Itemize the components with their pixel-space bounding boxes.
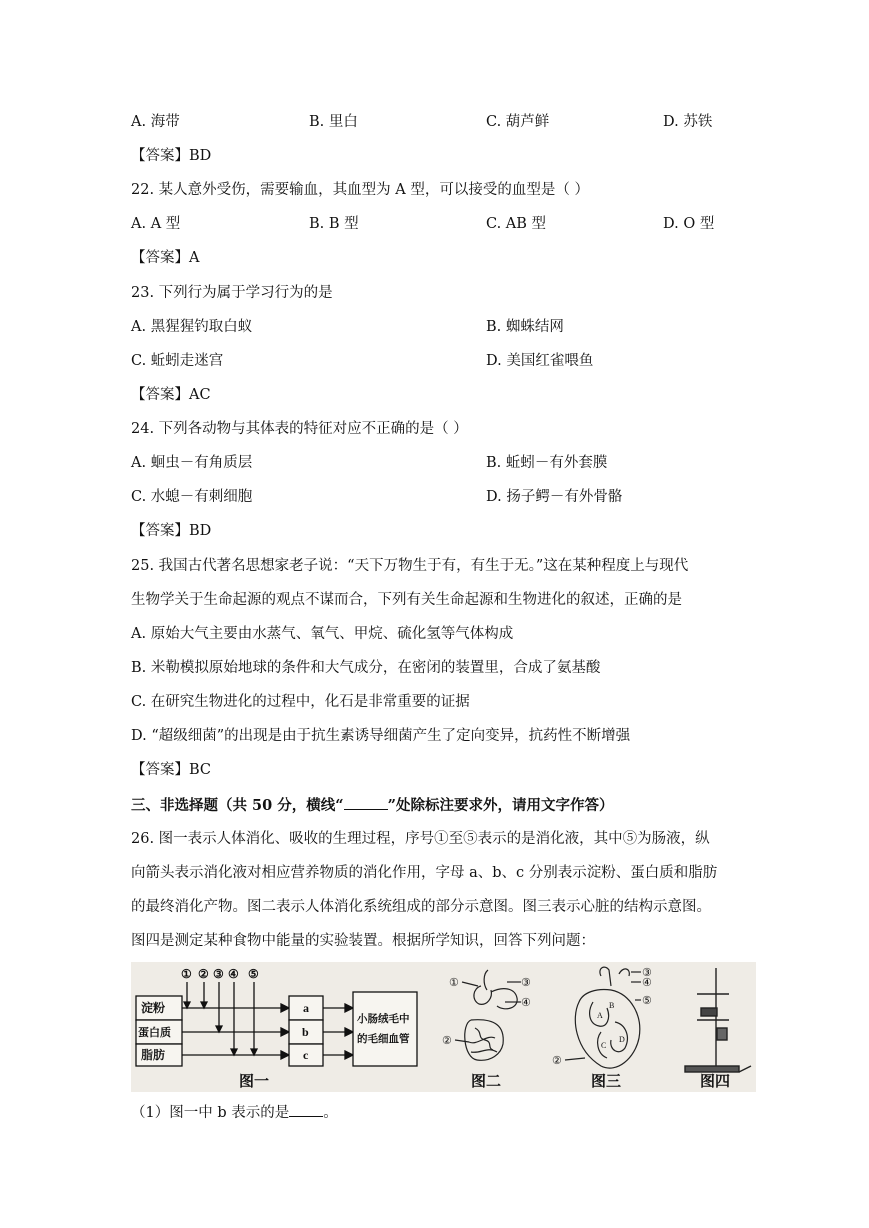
- section3-blank: [344, 795, 388, 810]
- q22-answer: 【答案】A: [131, 250, 200, 266]
- q26-sub1-prefix: （1）图一中 b 表示的是: [131, 1105, 290, 1121]
- q23-stem: 23. 下列行为属于学习行为的是: [131, 285, 333, 301]
- fig3-chamber-c: C: [601, 1041, 607, 1050]
- q24-stem: 24. 下列各动物与其体表的特征对应不正确的是（ ）: [131, 421, 468, 437]
- fig1-number-3: ③: [213, 967, 224, 981]
- q26-sub1-suffix: 。: [323, 1105, 338, 1121]
- q25-option-c: C. 在研究生物进化的过程中，化石是非常重要的证据: [131, 694, 470, 710]
- fig1-product-c: c: [303, 1048, 309, 1062]
- q24-option-c: C. 水螅－有刺细胞: [131, 489, 253, 505]
- fig3-label-2: ②: [552, 1055, 562, 1067]
- q23-option-c: C. 蚯蚓走迷宫: [131, 353, 224, 369]
- q26-stem-line4: 图四是测定某种食物中能量的实验装置。根据所学知识，回答下列问题：: [131, 933, 595, 949]
- fig1-nutrient-protein: 蛋白质: [138, 1027, 171, 1039]
- fig3-chamber-b: B: [609, 1001, 615, 1010]
- fig1-number-1: ①: [181, 967, 192, 981]
- q22-option-c: C. AB 型: [486, 216, 547, 232]
- figure-3-heart-diagram: [565, 967, 641, 1068]
- q24-option-a: A. 蛔虫－有角质层: [131, 455, 253, 471]
- q24-option-b: B. 蚯蚓－有外套膜: [486, 455, 608, 471]
- fig2-label-3: ③: [521, 977, 531, 989]
- fig3-chamber-a: A: [597, 1011, 603, 1020]
- q25-stem-line2: 生物学关于生命起源的观点不谋而合，下列有关生命起源和生物进化的叙述，正确的是: [131, 592, 682, 608]
- q22-option-d: D. O 型: [663, 216, 715, 232]
- fig3-label-4: ④: [642, 977, 652, 989]
- fig1-product-b: b: [302, 1025, 309, 1039]
- section3-heading: [131, 795, 613, 816]
- q21-option-b: B. 里白: [309, 114, 358, 130]
- q25-option-d: D. “超级细菌”的出现是由于抗生素诱导细菌产生了定向变异，抗药性不断增强: [131, 728, 631, 744]
- fig1-target-line1: 小肠绒毛中: [357, 1014, 410, 1025]
- q22-option-b: B. B 型: [309, 216, 359, 232]
- section3-prefix: 三、非选择题（共 50 分，横线“: [131, 797, 344, 814]
- fig3-caption: 图三: [591, 1074, 622, 1090]
- q22-option-a: A. A 型: [131, 216, 181, 232]
- q25-option-b: B. 米勒模拟原始地球的条件和大气成分，在密闭的装置里，合成了氨基酸: [131, 660, 601, 676]
- q21-option-a: A. 海带: [131, 114, 180, 130]
- fig1-number-2: ②: [198, 967, 209, 981]
- q25-option-a: A. 原始大气主要由水蒸气、氧气、甲烷、硫化氢等气体构成: [131, 626, 514, 642]
- q26-figure-strip: [131, 962, 756, 1092]
- q21-option-d: D. 苏铁: [663, 114, 713, 130]
- q26-stem-line1: 26. 图一表示人体消化、吸收的生理过程，序号①至⑤表示的是消化液，其中⑤为肠液，纵: [131, 831, 710, 847]
- fig3-chamber-d: D: [619, 1035, 625, 1044]
- fig1-product-a: a: [303, 1001, 309, 1015]
- q21-answer: 【答案】BD: [131, 148, 212, 164]
- q24-answer: 【答案】BD: [131, 523, 212, 539]
- fig2-label-4: ④: [521, 997, 531, 1009]
- q26-stem-line3: 的最终消化产物。图二表示人体消化系统组成的部分示意图。图三表示心脏的结构示意图。: [131, 899, 711, 915]
- q24-option-d: D. 扬子鳄－有外骨骼: [486, 489, 623, 505]
- q23-option-b: B. 蜘蛛结网: [486, 319, 564, 335]
- q21-option-c: C. 葫芦鲜: [486, 114, 550, 130]
- q22-stem: 22. 某人意外受伤，需要输血，其血型为 A 型，可以接受的血型是（ ）: [131, 182, 589, 198]
- fig2-label-2: ②: [442, 1035, 452, 1047]
- fig2-label-1: ①: [449, 977, 459, 989]
- q26-stem-line2: 向箭头表示消化液对相应营养物质的消化作用，字母 a、b、c 分别表示淀粉、蛋白质和脂肪: [131, 865, 718, 881]
- q25-answer: 【答案】BC: [131, 762, 212, 778]
- fig1-caption: 图一: [239, 1074, 270, 1090]
- fig2-caption: 图二: [471, 1074, 502, 1090]
- q26-sub1: [131, 1102, 338, 1123]
- fig4-caption: 图四: [700, 1074, 731, 1090]
- fig1-target-line2: 的毛细血管: [357, 1034, 410, 1045]
- q25-stem-line1: 25. 我国古代著名思想家老子说：“天下万物生于有，有生于无。”这在某种程度上与现代: [131, 558, 689, 574]
- section3-suffix: ”处除标注要求外，请用文字作答）: [387, 797, 614, 814]
- fig3-label-3: ③: [642, 967, 652, 979]
- fig1-nutrient-fat: 脂肪: [141, 1048, 166, 1062]
- fig3-label-5: ⑤: [642, 995, 652, 1007]
- figure-4-calorimeter-apparatus: [685, 968, 751, 1072]
- figure-2-digestive-system: [455, 970, 521, 1060]
- fig1-nutrient-starch: 淀粉: [141, 1001, 166, 1015]
- q23-option-a: A. 黑猩猩钓取白蚁: [131, 319, 253, 335]
- q26-sub1-answer-blank[interactable]: [289, 1102, 323, 1117]
- q23-option-d: D. 美国红雀喂鱼: [486, 353, 594, 369]
- fig1-number-4: ④: [228, 967, 239, 981]
- q23-answer: 【答案】AC: [131, 387, 211, 403]
- fig1-number-5: ⑤: [248, 967, 259, 981]
